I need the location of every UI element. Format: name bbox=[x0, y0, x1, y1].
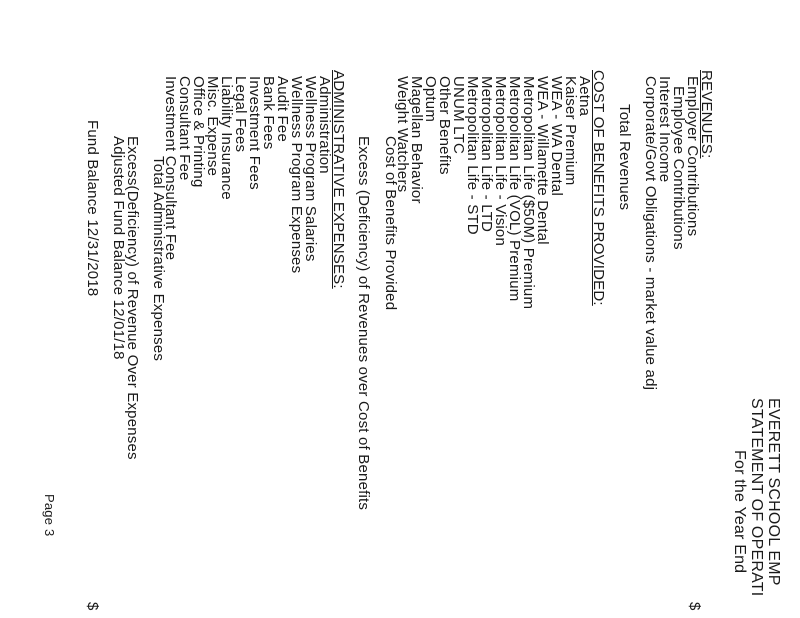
fund-balance: Fund Balance 12/31/2018 bbox=[84, 120, 101, 297]
admin-item: Wellness Program Expenses bbox=[288, 76, 305, 274]
benefit-item: Metropolitan Life - Vision bbox=[492, 76, 509, 247]
benefit-item: Magellan Behavior bbox=[408, 76, 425, 204]
benefit-item: Metropolitan Life (VOL) Premium bbox=[506, 76, 523, 302]
benefit-item: Other Benefits bbox=[436, 76, 453, 175]
adjusted-fund-balance: Adjusted Fund Balance 12/01/18 bbox=[110, 136, 127, 360]
admin-expenses-heading: ADMINISTRATIVE EXPENSES: bbox=[330, 70, 347, 289]
org-title: EVERETT SCHOOL EMP bbox=[765, 398, 782, 586]
admin-item: Liability Insurance bbox=[218, 76, 235, 200]
admin-item: Investment Consultant Fee bbox=[162, 76, 179, 261]
total-admin-expenses: Total Administrative Expenses bbox=[150, 156, 167, 362]
benefit-item: WEA - Willamette Dental bbox=[534, 76, 551, 245]
benefit-item: Weight Watchers bbox=[394, 76, 411, 193]
admin-item: Consultant Fee bbox=[176, 76, 193, 181]
admin-item: Audit Fee bbox=[274, 76, 291, 143]
period-label: For the Year End bbox=[731, 450, 748, 574]
benefit-item: WEA - WA Dental bbox=[548, 76, 565, 196]
admin-item: Wellness Program Salaries bbox=[302, 76, 319, 262]
benefit-item: UNUM LTC bbox=[450, 76, 467, 154]
benefit-item: Aetna bbox=[576, 76, 593, 117]
revenue-item: Corporate/Govt Obligations - market value adj bbox=[642, 76, 659, 391]
benefit-item: Metropolitan Life - LTD bbox=[478, 76, 495, 233]
admin-item: Administration bbox=[316, 76, 333, 174]
admin-item: Misc. Expense bbox=[204, 76, 221, 177]
admin-item: Office & Printing bbox=[190, 76, 207, 188]
revenue-item: Employer Contributions bbox=[684, 76, 701, 237]
revenue-item: Interest Income bbox=[656, 76, 673, 183]
cost-of-benefits-heading: COST OF BENEFITS PROVIDED: bbox=[590, 70, 607, 306]
benefit-item: Metropolitan Life ($50M) Premium bbox=[520, 76, 537, 310]
excess-over-expenses: Excess(Deficiency) of Revenue Over Expenses bbox=[124, 136, 141, 460]
benefit-item: Kaiser Premium bbox=[562, 76, 579, 186]
admin-item: Investment Fees bbox=[246, 76, 263, 190]
currency-symbol: $ bbox=[686, 602, 703, 611]
admin-item: Bank Fees bbox=[260, 76, 277, 150]
revenue-item: Employee Contributions bbox=[670, 86, 687, 250]
benefit-item: Metropolitan Life - STD bbox=[464, 76, 481, 235]
benefit-item: Optum bbox=[422, 76, 439, 123]
total-revenues-label: Total Revenues bbox=[616, 104, 633, 211]
page-number: Page 3 bbox=[42, 494, 57, 537]
revenues-heading: REVENUES: bbox=[698, 70, 715, 159]
cost-of-benefits-total: Cost of Benefits Provided bbox=[382, 136, 399, 311]
currency-symbol: $ bbox=[84, 602, 101, 611]
excess-over-benefits: Excess (Deficiency) of Revenues over Cost of Benefits bbox=[355, 136, 372, 511]
admin-item: Legal Fees bbox=[232, 76, 249, 153]
statement-title: STATEMENT OF OPERATI bbox=[748, 398, 765, 597]
